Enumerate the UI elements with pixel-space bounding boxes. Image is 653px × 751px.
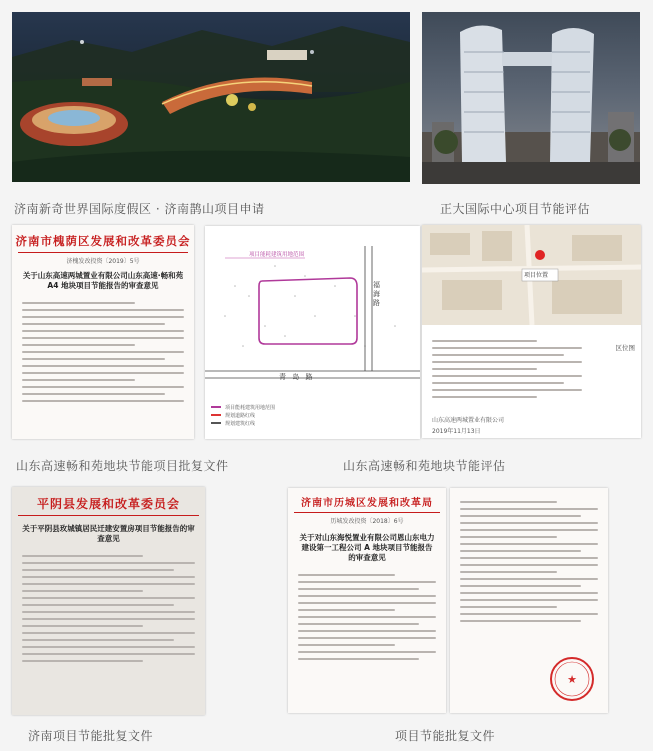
- document-body: [12, 295, 194, 409]
- pingyin-caption: 济南项目节能批复文件: [28, 729, 154, 743]
- location-pin-label: 项目位置: [524, 272, 549, 279]
- legend-entry-building: 规划建筑红线: [225, 421, 256, 427]
- resort-caption: 济南新奇世界国际度假区 · 济南鹊山项目申请: [14, 202, 265, 216]
- document-body: [288, 567, 446, 667]
- resort-photo: [12, 12, 410, 182]
- licheng-caption: 项目节能批复文件: [395, 729, 496, 743]
- document-number: 济槐发改投资〔2019〕5号: [66, 258, 140, 265]
- road-label-fuhai: 福 海 路: [373, 281, 380, 307]
- company-name: 山东高速两城置业有限公司: [432, 417, 505, 424]
- pingyin-approval-document: [12, 487, 205, 715]
- document-header: 济南市槐荫区发展和改革委员会: [15, 234, 191, 248]
- site-plan-map: [205, 226, 420, 439]
- towers-photo: [422, 12, 640, 184]
- document-body: [12, 548, 205, 669]
- official-seal-icon: [548, 655, 596, 703]
- header-rule: [294, 512, 440, 513]
- towers-caption: 正大国际中心项目节能评估: [440, 202, 591, 216]
- document-header: 平阴县发展和改革委员会: [36, 497, 180, 511]
- licheng-approval-page-1: [288, 488, 446, 713]
- document-title: 关于对山东海悦置业有限公司恩山东电力建设第一工程公司 A 地块项目节能报告的审查意见: [299, 533, 435, 562]
- document-title: 关于山东高速两城置业有限公司山东高速·畅和苑 A4 地块项目节能报告的审查意见: [22, 271, 184, 290]
- header-rule: [18, 252, 188, 253]
- svg-text:★: ★: [567, 673, 577, 686]
- document-number: 历城发改投资〔2018〕6号: [330, 518, 404, 525]
- document-title: 关于平阴县玫城镇居民迁建安置房项目节能报告的审查意见: [22, 524, 195, 543]
- legend-entry-scope: 项目能耗建筑用地范围: [225, 405, 276, 411]
- document-body: [450, 488, 608, 629]
- location-map-document: [422, 225, 641, 438]
- legend-entry-road: 规划道路红线: [225, 413, 256, 419]
- map-caption: 山东高速畅和苑地块节能评估: [343, 459, 506, 473]
- document-date: 2019年11月13日: [432, 428, 481, 435]
- document-header: 济南市历城区发展和改革局: [301, 498, 433, 509]
- road-label-qingdao: 青 岛 路: [279, 373, 315, 381]
- location-map-title: 区位图: [615, 344, 635, 352]
- location-notes: [422, 333, 592, 405]
- header-rule: [18, 515, 199, 516]
- huaiyin-approval-document: [12, 225, 194, 439]
- map-label: 项目能耗建筑用地范围: [249, 252, 305, 258]
- jiangsu-caption: 山东高速畅和苑地块节能项目批复文件: [16, 459, 229, 473]
- licheng-approval-page-2: [450, 488, 608, 713]
